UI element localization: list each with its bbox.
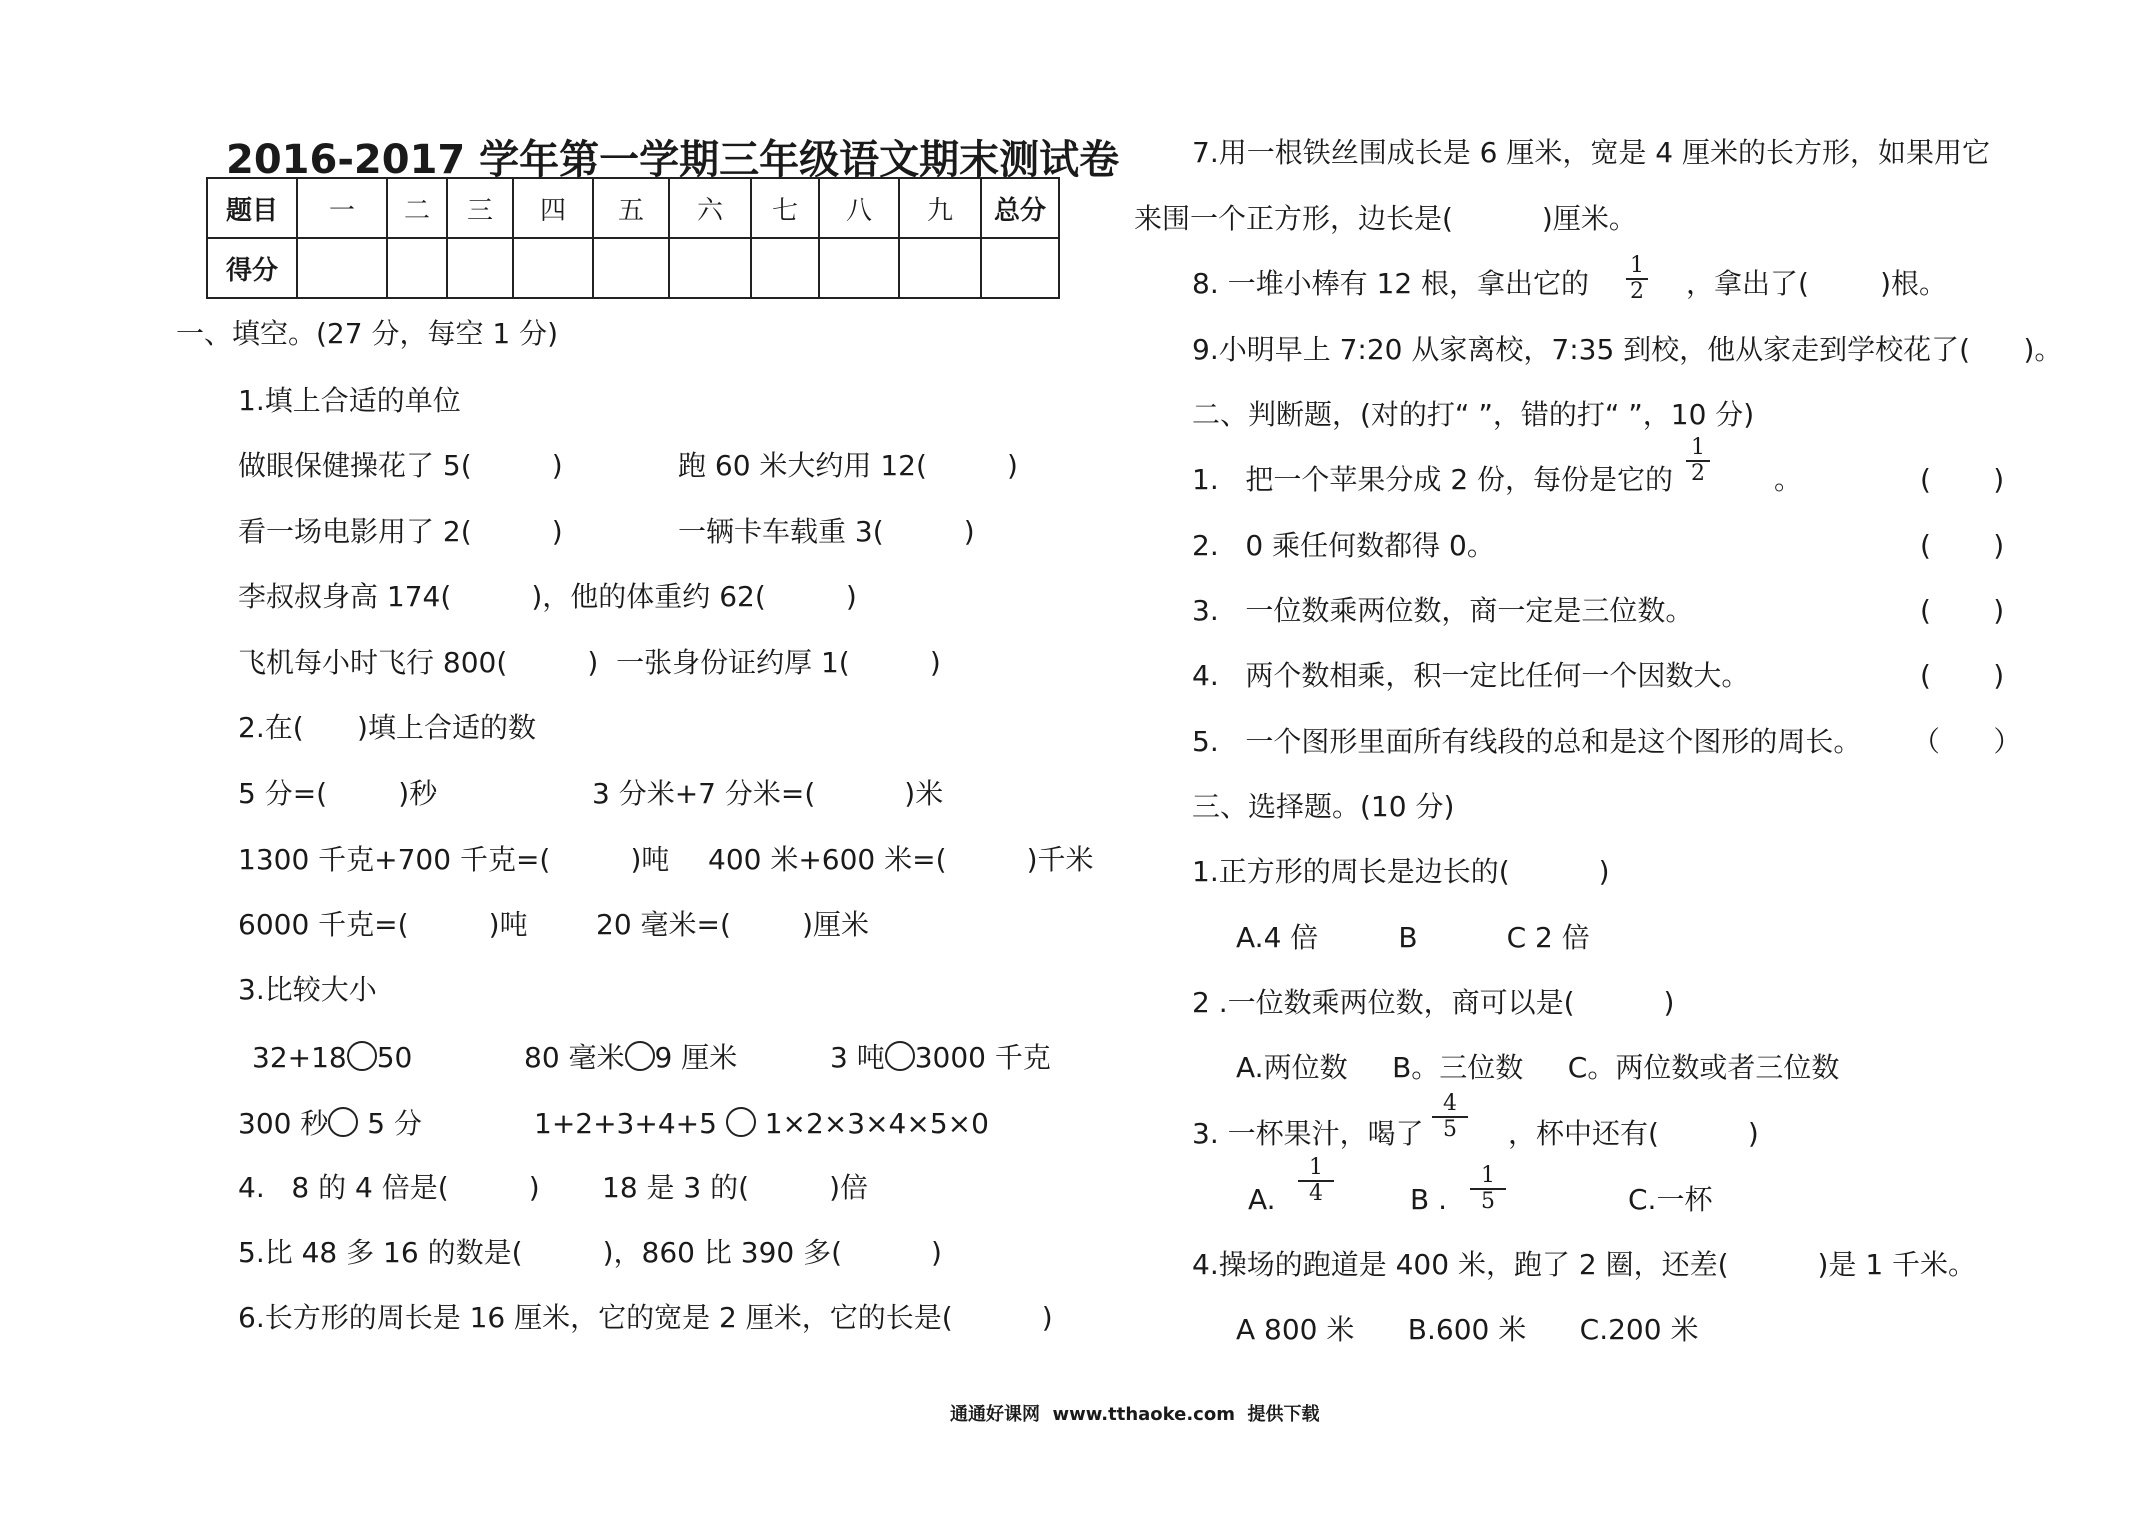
score-table [206, 177, 1060, 299]
question-1a: 做眼保健操花了 5( ) [238, 449, 563, 482]
compare-4 [238, 1104, 422, 1144]
question-1c: 看一场电影用了 2( ) [238, 515, 563, 548]
choice-3-start: 3. 一杯果汁，喝了 [1192, 1117, 1424, 1150]
choice-1-options: A.4 倍 B C 2 倍 [1236, 921, 1590, 954]
compare-1-right: 50 [376, 1041, 413, 1074]
section-1-heading: 一、填空。(27 分，每空 1 分) [176, 317, 558, 350]
question-1f: 飞机每小时飞行 800( ) 一张身份证约厚 1( ) [238, 646, 941, 679]
compare-4-left: 300 秒 [238, 1107, 329, 1140]
question-1e: 李叔叔身高 174( )，他的体重约 62( ) [238, 580, 857, 613]
compare-3-left: 3 吨 [830, 1041, 885, 1074]
score-cell [669, 238, 751, 298]
score-table-header-cell: 九 [899, 178, 981, 238]
judge-3-answer[interactable]: ( ) [1920, 594, 2005, 627]
compare-2-left: 80 毫米 [524, 1041, 625, 1074]
compare-2 [524, 1038, 737, 1078]
judge-1-answer[interactable]: ( ) [1920, 463, 2005, 496]
question-2: 2.在( )填上合适的数 [238, 711, 536, 744]
fraction-four-fifths [1432, 1092, 1468, 1142]
question-1d: 一辆卡车载重 3( ) [678, 515, 975, 548]
choice-4-options: A 800 米 B.600 米 C.200 米 [1236, 1313, 1699, 1346]
fraction-numerator: 1 [1630, 253, 1644, 278]
score-table-header-row [207, 178, 1059, 238]
judge-4: 4. 两个数相乘，积一定比任何一个因数大。 [1192, 659, 1750, 692]
judge-2-answer[interactable]: ( ) [1920, 529, 2005, 562]
judge-3: 3. 一位数乘两位数，商一定是三位数。 [1192, 594, 1694, 627]
question-1b: 跑 60 米大约用 12( ) [678, 449, 1018, 482]
compare-4-right: 5 分 [358, 1107, 422, 1140]
section-3-heading: 三、选择题。(10 分) [1192, 790, 1455, 823]
choice-4: 4.操场的跑道是 400 米，跑了 2 圈，还差( )是 1 千米。 [1192, 1248, 1977, 1281]
compare-circle[interactable] [885, 1041, 915, 1071]
compare-circle[interactable] [328, 1107, 358, 1137]
fraction-numerator: 1 [1309, 1155, 1323, 1180]
score-table-header-cell: 六 [669, 178, 751, 238]
question-9: 9.小明早上 7:20 从家离校，7:35 到校，他从家走到学校花了( )。 [1192, 333, 2063, 366]
fraction-one-half [1686, 436, 1710, 486]
fraction-numerator: 4 [1443, 1091, 1457, 1116]
compare-circle[interactable] [726, 1107, 756, 1137]
fraction-numerator: 1 [1691, 435, 1705, 460]
fraction-denominator: 5 [1443, 1117, 1457, 1142]
score-cell [593, 238, 669, 298]
question-6: 6.长方形的周长是 16 厘米，它的宽是 2 厘米，它的长是( ) [238, 1301, 1053, 1334]
question-7-line2: 来围一个正方形，边长是( )厘米。 [1134, 202, 1637, 235]
score-table-score-row [207, 238, 1059, 298]
question-5: 5.比 48 多 16 的数是( )，860 比 390 多( ) [238, 1236, 942, 1269]
question-8-end: ，拿出了( )根。 [1686, 267, 1948, 300]
fraction-one-fifth [1470, 1164, 1506, 1214]
score-cell [819, 238, 899, 298]
exam-title: 2016-2017 学年第一学期三年级语文期末测试卷 [226, 137, 1120, 183]
score-table-header-cell: 总分 [981, 178, 1059, 238]
compare-3 [830, 1038, 1051, 1078]
choice-3-option-a: A. [1248, 1183, 1276, 1216]
compare-5-left: 1+2+3+4+5 [534, 1107, 726, 1140]
judge-5-answer[interactable]: （ ） [1912, 725, 2022, 758]
question-2f: 20 毫米=( )厘米 [596, 908, 870, 941]
question-4a: 4. 8 的 4 倍是( ) [238, 1171, 540, 1204]
choice-1: 1.正方形的周长是边长的( ) [1192, 855, 1610, 888]
score-cell [447, 238, 513, 298]
judge-4-answer[interactable]: ( ) [1920, 659, 2005, 692]
score-cell [387, 238, 447, 298]
score-table-header-cell: 三 [447, 178, 513, 238]
compare-2-right: 9 厘米 [654, 1041, 738, 1074]
fraction-denominator: 2 [1691, 461, 1705, 486]
judge-1-end: 。 [1774, 463, 1803, 496]
score-table-header-cell: 题目 [207, 178, 297, 238]
question-4b: 18 是 3 的( )倍 [602, 1171, 869, 1204]
fraction-one-half [1626, 254, 1648, 304]
question-1: 1.填上合适的单位 [238, 384, 461, 417]
compare-1 [252, 1038, 412, 1078]
section-2-heading: 二、判断题，(对的打“ ”，错的打“ ”，10 分) [1192, 398, 1755, 431]
choice-3-option-c: C.一杯 [1628, 1183, 1713, 1216]
score-cell [899, 238, 981, 298]
score-table-header-cell: 二 [387, 178, 447, 238]
judge-2: 2. 0 乘任何数都得 0。 [1192, 529, 1495, 562]
score-table-header-cell: 四 [513, 178, 593, 238]
compare-5 [534, 1104, 989, 1144]
choice-3-end: ，杯中还有( ) [1508, 1117, 1759, 1150]
fraction-one-quarter [1298, 1156, 1334, 1206]
choice-2: 2 .一位数乘两位数，商可以是( ) [1192, 986, 1675, 1019]
fraction-denominator: 2 [1630, 279, 1644, 304]
score-cell [513, 238, 593, 298]
judge-5: 5. 一个图形里面所有线段的总和是这个图形的周长。 [1192, 725, 1862, 758]
compare-5-right: 1×2×3×4×5×0 [755, 1107, 989, 1140]
score-table-row-label: 得分 [207, 238, 297, 298]
compare-circle[interactable] [347, 1041, 377, 1071]
score-table-header-cell: 七 [751, 178, 819, 238]
score-table-header-cell: 八 [819, 178, 899, 238]
judge-1: 1. 把一个苹果分成 2 份，每份是它的 [1192, 463, 1674, 496]
compare-3-right: 3000 千克 [914, 1041, 1051, 1074]
question-7-line1: 7.用一根铁丝围成长是 6 厘米，宽是 4 厘米的长方形，如果用它 [1192, 136, 1990, 169]
fraction-numerator: 1 [1481, 1163, 1495, 1188]
score-cell [751, 238, 819, 298]
question-2c: 1300 千克+700 千克=( )吨 [238, 843, 670, 876]
score-table-header-cell: 五 [593, 178, 669, 238]
score-cell [297, 238, 387, 298]
question-2b: 3 分米+7 分米=( )米 [592, 777, 944, 810]
footer-source: 通通好课网 www.tthaoke.com 提供下载 [950, 1404, 1320, 1425]
score-cell [981, 238, 1059, 298]
question-3: 3.比较大小 [238, 973, 377, 1006]
compare-circle[interactable] [625, 1041, 655, 1071]
fraction-denominator: 5 [1481, 1189, 1495, 1214]
score-table-header-cell: 一 [297, 178, 387, 238]
question-2a: 5 分=( )秒 [238, 777, 438, 810]
question-2d: 400 米+600 米=( )千米 [708, 843, 1094, 876]
choice-2-options: A.两位数 B。三位数 C。两位数或者三位数 [1236, 1051, 1840, 1084]
compare-1-left: 32+18 [252, 1041, 347, 1074]
fraction-denominator: 4 [1309, 1181, 1323, 1206]
question-2e: 6000 千克=( )吨 [238, 908, 528, 941]
choice-3-option-b: B . [1410, 1183, 1448, 1216]
question-8-start: 8. 一堆小棒有 12 根，拿出它的 [1192, 267, 1590, 300]
